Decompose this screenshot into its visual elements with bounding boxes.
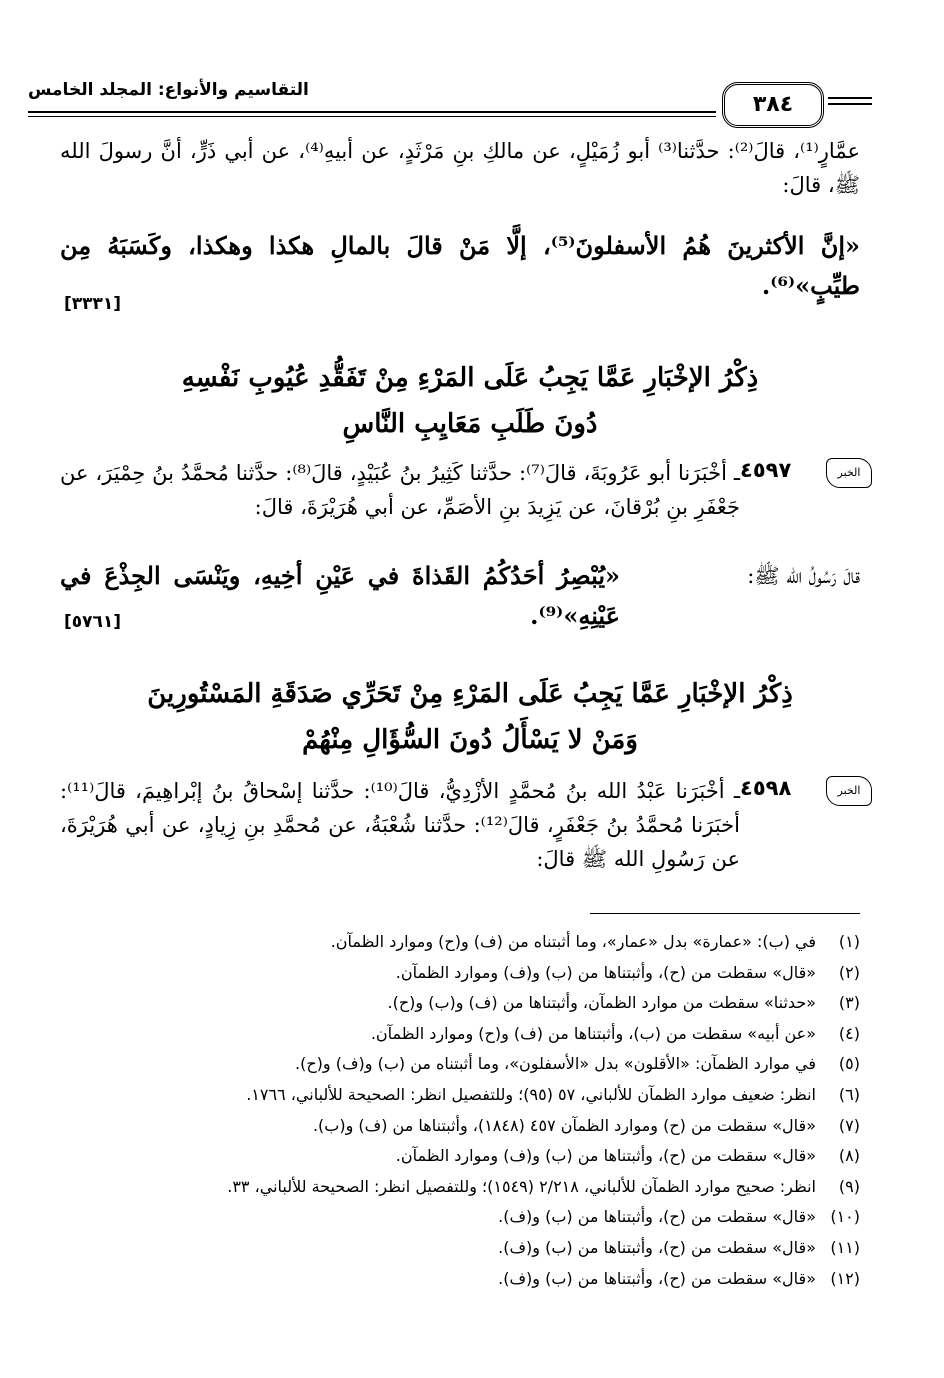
footnote-item — [70, 963, 860, 983]
footnote-text: «قال» سقطت من (ح) وموارد الظمآن ٤٥٧ (١٨٤٨)، وأثبتناها من (ف) و(ب). — [312, 1115, 816, 1135]
footnote-item — [70, 1116, 860, 1136]
hadith-text-2: «يُبْصِرُ أحَدُكُمُ القَذاةَ في عَيْنِ أخِيهِ، ويَنْسَى الجِذْعَ في عَيْنِهِ»⁽⁹⁾. — [60, 561, 620, 630]
footnote-number: (٥) — [838, 1054, 860, 1074]
footnote-item — [70, 1024, 860, 1044]
footnote-item — [70, 1269, 860, 1289]
chapter-heading-2-line-1: ذِكْرُ الإخْبَارِ عَمَّا يَجِبُ عَلَى المَرْءِ مِنْ تَحَرِّي صَدَقَةِ المَسْتُورِينَ — [147, 679, 793, 709]
footnote-text: «قال» سقطت من (ح)، وأثبتناها من (ب) و(ف). — [498, 1238, 816, 1257]
header-rule — [28, 111, 716, 113]
footnote-number: (٨) — [838, 1146, 860, 1166]
khabar-ornament-icon: الخبر — [826, 776, 872, 806]
footnote-number: (٧) — [838, 1115, 860, 1135]
footnote-item — [70, 993, 860, 1013]
footnote-text: «عن أبيه» سقطت من (ب)، وأثبتناها من (ف) و(ح) وموارد الظمآن. — [370, 1023, 816, 1043]
footnote-item — [70, 1054, 860, 1074]
footnote-item — [70, 932, 860, 952]
footnote-number: (٩) — [838, 1176, 860, 1196]
footnote-number: (١٢) — [830, 1268, 860, 1288]
footnote-item — [70, 1177, 860, 1197]
paragraph-isnad-4: ـ أخْبَرَنا عَبْدُ الله بنُ مُحمَّدٍ الأزْدِيُّ، قالَ⁽¹⁰⁾: حدَّثنا إسْحاقُ بنُ إبْراهِيمَ، قالَ⁽¹¹⁾: أخبَرَنا مُحمَّدُ بنُ جَعْفَرٍ، قالَ⁽¹²⁾: حدَّثنا شُعْبَةُ، عن مُحمَّدِ بنِ زِيادٍ، عن أبي هُرَيْرَةَ، عن رَسُولِ الله ﷺ قالَ: — [60, 779, 740, 871]
footnote-number: (١٠) — [830, 1207, 860, 1227]
hadith-number-2: ٤٥٩٨ — [740, 776, 792, 800]
footnote-text: «قال» سقطت من (ح)، وأثبتناها من (ب) و(ف) وموارد الظمآن. — [395, 1146, 816, 1166]
page-number: ٣٨٤ — [722, 82, 824, 128]
footnote-number: (٦) — [838, 1085, 860, 1104]
footnote-separator — [590, 913, 860, 914]
hadith-text-1: «إنَّ الأكثرينَ هُمُ الأسفلونَ⁽⁵⁾، إلَّا مَنْ قالَ بالمالِ هكذا وهكذا، وكَسَبَهُ مِن طيِّبٍ»⁽⁶⁾. — [60, 231, 860, 300]
footnote-item — [70, 1085, 860, 1105]
footnote-text: انظر: صحيح موارد الظمآن للألباني، ٢/٢١٨ (١٥٤٩)؛ وللتفصيل انظر: الصحيحة للألباني، ٣٣. — [227, 1176, 816, 1196]
header-rule-thin — [28, 116, 716, 117]
running-header-title: التقاسيم والأنواع: المجلد الخامس — [28, 80, 309, 100]
chapter-heading-1-line-1: ذِكْرُ الإخْبَارِ عَمَّا يَجِبُ عَلَى المَرْءِ مِنْ تَفَقُّدِ عُيُوبِ نَفْسِهِ — [181, 363, 759, 393]
footnote-number: (١١) — [830, 1238, 860, 1257]
khabar-ornament-icon: الخبر — [826, 458, 872, 488]
footnote-text: «حدثنا» سقطت من موارد الظمآن، وأثبتناها من (ف) و(ب) و(ح). — [387, 993, 816, 1013]
hadith-reference-1: [٣٣٣١] — [64, 294, 122, 314]
footnote-item — [70, 1146, 860, 1166]
paragraph-intro-3: قالَ رَسُولُ الله ﷺ: — [747, 564, 860, 588]
paragraph-isnad-1: عمَّارٍ⁽¹⁾، قالَ⁽²⁾: حدَّثنا⁽³⁾ أبو زُمَيْلٍ، عن مالكِ بنِ مَرْثَدٍ، عن أبيهِ⁽⁴⁾، عن أبي ذَرٍّ، أنَّ رسولَ الله ﷺ، قالَ: — [60, 139, 860, 197]
footnote-text: انظر: ضعيف موارد الظمآن للألباني، ٥٧ (٩٥)؛ وللتفصيل انظر: الصحيحة للألباني، ١٧٦٦. — [246, 1085, 816, 1104]
hadith-number-1: ٤٥٩٧ — [740, 458, 792, 482]
footnote-number: (٢) — [838, 962, 860, 982]
footnote-text: في موارد الظمآن: «الأقلون» بدل «الأسفلون»، وما أثبتناه من (ب) و(ف) و(ح). — [294, 1054, 816, 1074]
footnote-text: «قال» سقطت من (ح)، وأثبتناها من (ب) و(ف). — [498, 1268, 816, 1288]
footnote-number: (٣) — [838, 993, 860, 1013]
hadith-reference-2: [٥٧٦١] — [64, 612, 122, 632]
footnote-number: (١) — [838, 932, 860, 951]
footnote-text: في (ب): «عمارة» بدل «عمار»، وما أثبتناه من (ف) و(ح) وموارد الظمآن. — [330, 932, 816, 951]
footnote-item — [70, 1238, 860, 1258]
footnote-item — [70, 1207, 860, 1227]
footnote-text: «قال» سقطت من (ح)، وأثبتناها من (ب) و(ف) وموارد الظمآن. — [395, 962, 816, 982]
chapter-heading-2-line-2: وَمَنْ لا يَسْأَلُ دُونَ السُّؤَالِ مِنْهُمْ — [302, 725, 638, 755]
footnote-number: (٤) — [838, 1023, 860, 1043]
paragraph-isnad-2: ـ أخْبَرَنا أبو عَرُوبَةَ، قالَ⁽⁷⁾: حدَّثنا كَثِيرُ بنُ عُبَيْدٍ، قالَ⁽⁸⁾: حدَّثنا مُحمَّدُ بنُ حِمْيَرَ، عن جَعْفَرِ بنِ بُرْقانَ، عن يَزِيدَ بنِ الأصَمِّ، عن أبي هُرَيْرَةَ، قالَ: — [60, 461, 740, 519]
header-rule-right-2 — [828, 103, 872, 105]
chapter-heading-1-line-2: دُونَ طَلَبِ مَعَايِبِ النَّاسِ — [342, 409, 598, 439]
footnote-text: «قال» سقطت من (ح)، وأثبتناها من (ب) و(ف). — [498, 1207, 816, 1227]
header-rule-right — [828, 97, 872, 99]
